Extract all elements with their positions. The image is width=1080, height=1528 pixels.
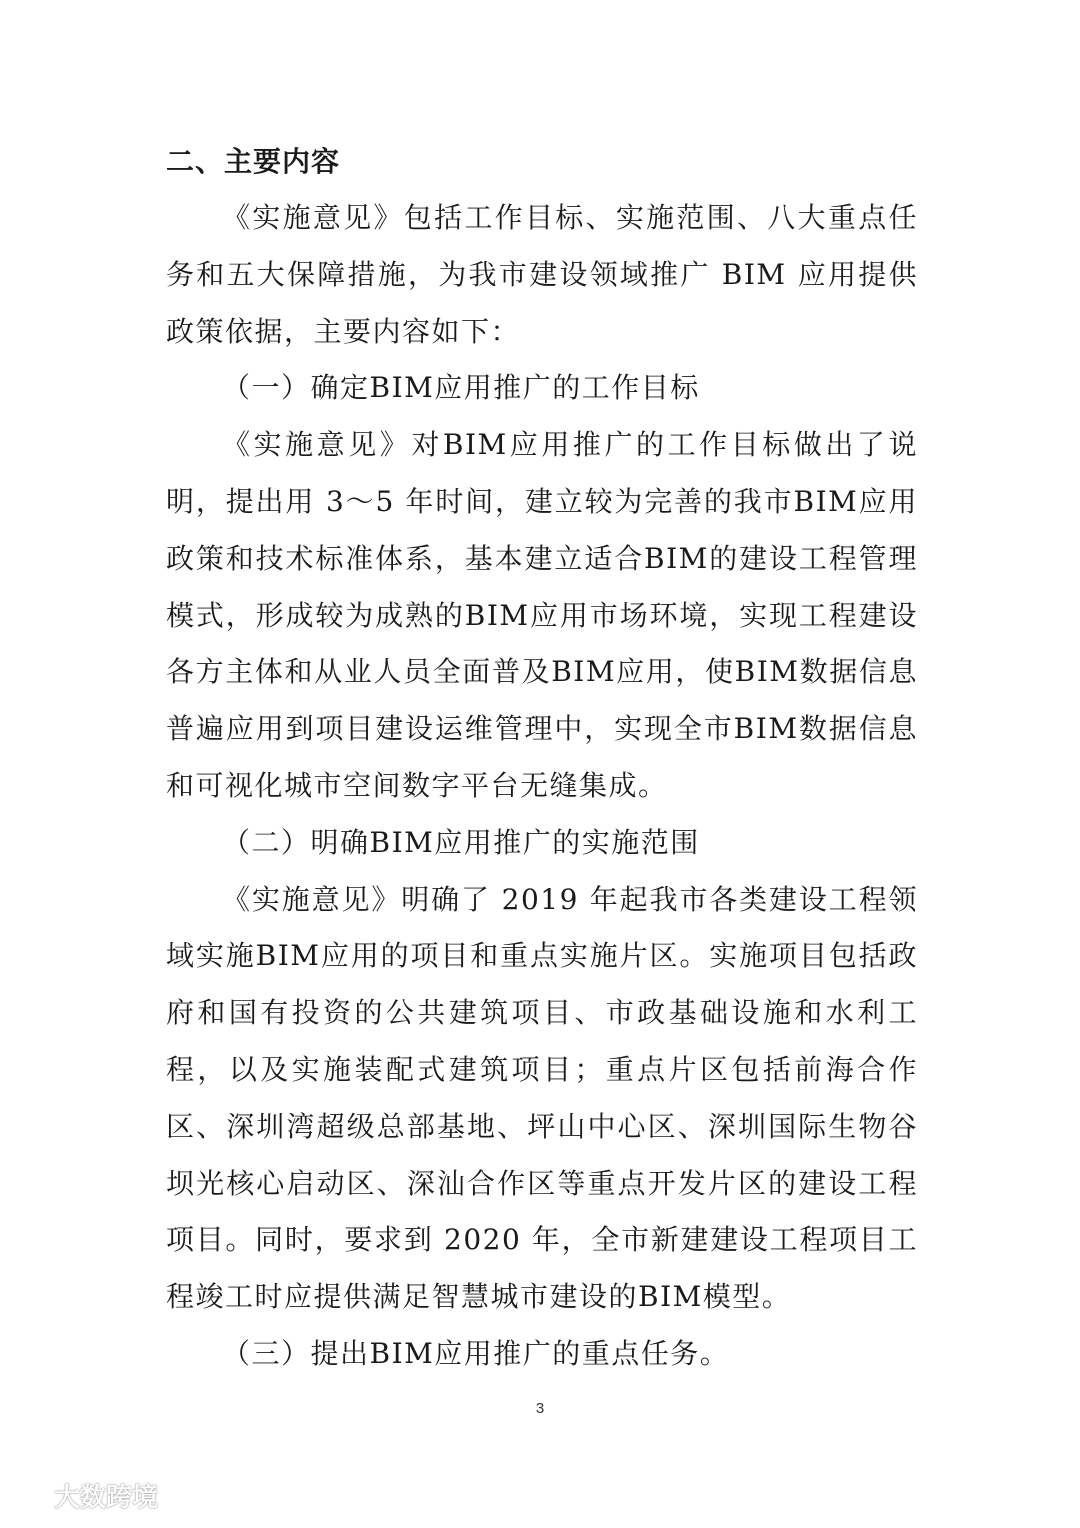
page-number: 3 (535, 1400, 545, 1417)
subsection-heading-2: （二）明确BIM应用推广的实施范围 (222, 825, 700, 859)
section-heading: 二、主要内容 (166, 145, 341, 178)
subsection-heading-3: （三）提出BIM应用推广的重点任务。 (222, 1336, 730, 1370)
subsection-body-1: 《实施意见》对BIM应用推广的工作目标做出了说明，提出用 3～5 年时间，建立较为完善的我市BIM应用政策和技术标准体系，基本建立适合BIM的建设工程管理模式，形成较为成熟的BIM应用市场环境，实现工程建设各方主体和从业人员全面普及BIM应用，使BIM数据信息普遍应用到项目建设运维管理中，实现全市BIM数据信息和可视化城市空间数字平台无缝集成。 (166, 428, 918, 802)
subsection-body-2: 《实施意见》明确了 2019 年起我市各类建设工程领域实施BIM应用的项目和重点实施片区。实施项目包括政府和国有投资的公共建筑项目、市政基础设施和水利工程，以及实施装配式建筑项目；重点片区包括前海合作区、深圳湾超级总部基地、坪山中心区、深圳国际生物谷坝光核心启动区、深汕合作区等重点开发片区的建设工程项目。同时，要求到 2020 年，全市新建建设工程项目工程竣工时应提供满足智慧城市建设的BIM模型。 (166, 882, 918, 1314)
subsection-heading-1: （一）确定BIM应用推广的工作目标 (222, 371, 700, 405)
watermark (10, 1476, 158, 1515)
watermark-text: 大数跨境 (54, 1483, 159, 1513)
document-body (166, 134, 918, 1383)
intro-paragraph: 《实施意见》包括工作目标、实施范围、八大重点任务和五大保障措施，为我市建设领域推广 BIM 应用提供政策依据，主要内容如下： (166, 201, 918, 348)
logo-icon (10, 1476, 48, 1515)
